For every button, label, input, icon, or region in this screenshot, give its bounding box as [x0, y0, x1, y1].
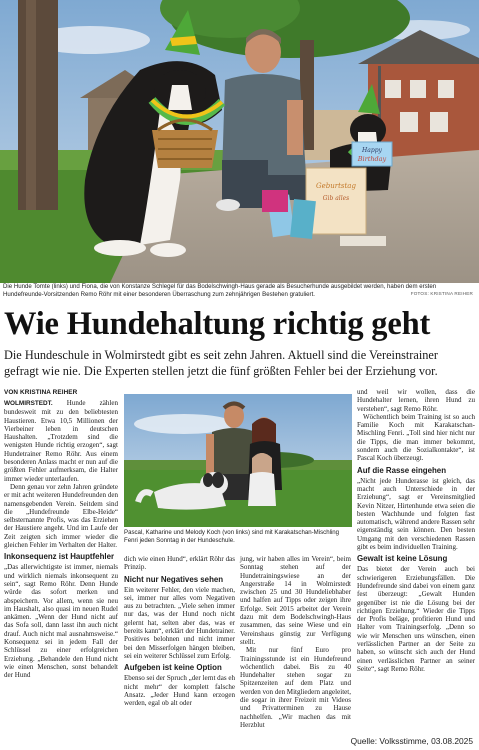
article-column-3 [240, 555, 351, 729]
family-photo [124, 394, 352, 527]
paragraph: jung, wir haben alles im Verein“, beim Sonntag stehen auf der Hundetrainingswiese an der Angerstraße 14 in Wolmirstedt zwischen 25 und 30 Hundeliebhaber und halfen auf Tipps oder zeigen ihre Erfolge. Seit 2015 arbeitet der Verein dazu mit dem Bodelschwingh-Haus zusammen, das seine Wiese und ein Vereinshaus günstig zur Verfügung stellt. [240, 555, 351, 646]
subheading: Auf die Rasse eingehen [357, 465, 447, 475]
paragraph: „Das allerwichtigste ist immer, niemals und wirklich niemals inkonsequent zu sein“, sagt Remo Röhr. Denn Hunde würde das sofort merken und abspeichern. Vor allem, wenn sie neu im Haushalt, also quasi im neuen Rudel ankämen. „Wenn der Hund nicht auf das Sofa soll, dann lasst ihn auch nicht drauf. Auch nicht mal ausnahmsweise.“ Konsequenz sei in jedem Fall der Schlüssel zu einer erfolgreichen Erziehung. „Behandele den Hund nicht wie einen Menschen, sonst behandelt der Hund [4, 563, 118, 680]
sign-text-happy: Happy [362, 147, 382, 154]
subheading: Gewalt ist keine Lösung [357, 554, 448, 564]
girl-melody [248, 453, 276, 506]
paragraph: und weil wir wollen, dass die Hundehalter lernen, ihren Hund zu verstehen“, sagt Remo Röhr. [357, 388, 475, 413]
article-column-2 [124, 555, 235, 707]
paragraph: Ein weiterer Fehler, den viele machen, sei, immer nur alles vom Negativen aus zu betrachten. „Viele sehen immer nur das, was der Hund noch nicht gelernt hat, selten aber das, was er bereits kann“, erklärt der Hundetrainer. Positives belohnen und nicht immer bei den Misserfolgen hängen bleiben, sei ein weiterer Schlüssel zum Erfolg. [124, 585, 235, 660]
subheading: Nicht nur Negatives sehen [124, 574, 224, 584]
subheading: Aufgeben ist keine Option [124, 663, 222, 673]
tree-trunk [18, 0, 58, 210]
byline: VON KRISTINA REIHER [4, 389, 78, 396]
subheading: Inkonsequenz ist Hauptfehler [4, 552, 115, 562]
article-column-1 [4, 399, 118, 680]
birthday-sign [352, 142, 392, 166]
dateline: WOLMIRSTEDT. [4, 400, 53, 407]
sign-text-birthday: Birthday [357, 155, 387, 163]
family-photo-caption: Pascal, Katharine und Melody Koch (von links) sind mit Karakatschan-Mischling Fenri jeden Sonntag in der Hundeschule. [124, 529, 340, 544]
paragraph [4, 399, 118, 483]
paragraph: dich wie einen Hund“, erklärt Röhr das Prinzip. [124, 555, 235, 572]
bag-text-1: Geburtstag [316, 182, 356, 190]
source-line: Quelle: Volksstimme, 03.08.2025 [350, 736, 473, 746]
hero-caption: Die Hunde Tomte (links) und Fiona, die von Konstanze Schlegel für das Bodelschwingh-Haus gerade als Besucherhunde ausgebildet werden, haben dem ersten Hundefreunde-Vorsitzenden Remo Röhr mit einer besonderen Überraschung zum zehnjährigen Bestehen gratuliert. [3, 283, 437, 298]
headline: Wie Hundehaltung richtig geht [4, 306, 431, 342]
subheadline: Die Hundeschule in Wolmirstedt gibt es seit zehn Jahren. Aktuell sind die Vereinstrainer gefragt wie nie. Die Experten stellen jetzt die fünf größten Fehler bei der Erziehung vor. [4, 348, 438, 378]
family-photo-illustration [124, 394, 352, 527]
hero-photo [0, 0, 479, 283]
paragraph: Das bietet der Verein auch bei schwierigeren Erziehungsfällen. Die Hundefreunde sind dabei von einem ganz fest überzeugt: „Gewalt Hunden gegenüber ist nie die Lösung bei der richtigen Erziehung.“ Wieder die Tipps der Profis beläge, profitieren Hund und Halter vom Trainingserfolg. „Denn so wie wir Menschen uns wünschen, einen verlässlichen Partner an der Seite zu haben, so wünscht sich auch der Hund einen verlässlichen Partner an seiner Seite“, sagt Remo Röhr. [357, 565, 475, 673]
paragraph: „Nicht jede Hunderasse ist gleich, das macht auch Unterschiede in der Erziehung“, sagt er Vereinsmitglied Kevin Nitzer, Hirtenhunde etwa seien die besten Wachhunde und folgten fast automatisch, während andere Rassen sehr eigenständig sein können. Den besten Umgang mit den verschiedenen Rassen gibt es beim individuellen Training. [357, 476, 475, 552]
paragraph: Denn genau vor zehn Jahren gründete er mit acht weiteren Hundefreunden den namensgebenden Verein. Seitdem sind die „Hundefreunde Elbe-Heide“ selbsternannte Profis, was das Erziehen der Haustiere angeht. Und im Laufe der Zeit zeigten sich immer wieder die gleichen Fehler im Verhalten der Halter. [4, 482, 118, 550]
paragraph: Mit nur fünf Euro pro Trainingsstunde ist ein Hundefreund wöchentlich dabei. Bis zu 40 Hundehalter stehen sogar zu Spitzenzeiten auf dem Platz und werden von den Mitgliedern angeleitet, die sogar in ihrer Freizeit mit Videos und Privatterminen zu Hause nachhelfen. „Wir machen das mit Herzblut [240, 646, 351, 729]
article-column-4 [357, 388, 475, 673]
paragraph: Wöchentlich beim Training ist so auch Familie Koch mit Karakatschan-Mischling Fenri. „Toll sind hier nicht nur die Tipps, die man immer bekommt, sondern auch die Sozialkontakte“, ist Pascal Koch überzeugt. [357, 412, 475, 463]
gift-bag [306, 168, 366, 234]
paragraph-text: Hunde zählen bundesweit mit zu den beliebtesten Haustieren. Etwa 10,5 Millionen der Vierbeiner leben in deutschen Haushalten. „Trotzdem sind die wenigsten Hunde richtig erzogen“, sagt Hundetrainer Remo Röhr. Aus einem besonderen Anlass macht er nun auf die größten Fehler aufmerksam, die Halter immer wieder unterlaufen. [4, 399, 118, 483]
paragraph: Ebenso sei der Spruch „der lernt das eh nicht mehr“ der komplett falsche Ansatz. „Jeder Hund kann erzogen werden, egal ob alt oder [124, 674, 235, 708]
bag-text-2: Gib alles [322, 195, 350, 202]
hero-photo-illustration [0, 0, 479, 283]
photo-credit: FOTOS: KRISTINA REIHER [410, 291, 473, 296]
